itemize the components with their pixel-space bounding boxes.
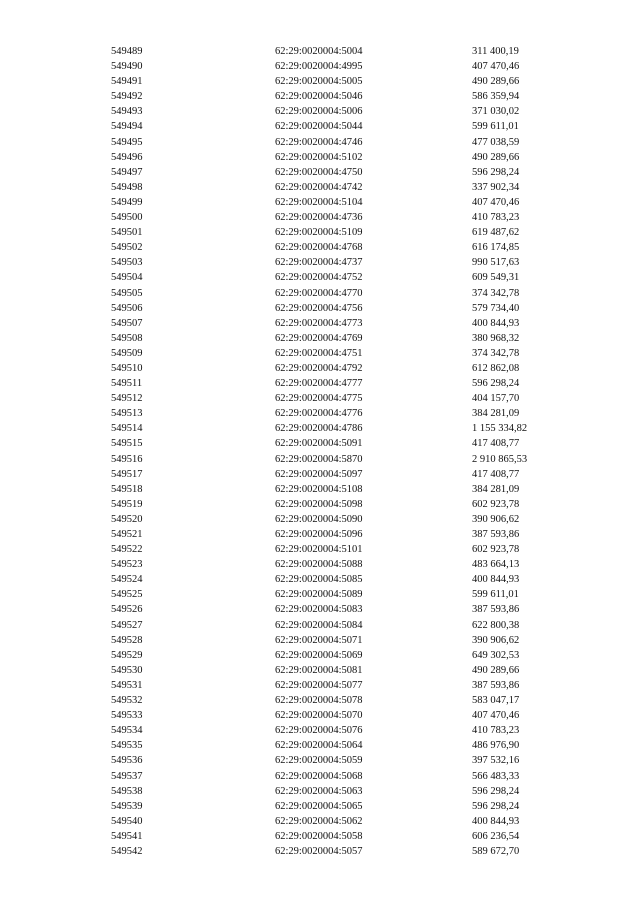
table-row — [0, 527, 640, 542]
table-row — [0, 165, 640, 180]
row-number: 549490 — [111, 61, 143, 73]
row-number: 549499 — [111, 196, 143, 208]
cadastral-value: 407 470,46 — [472, 710, 520, 722]
cadastral-number: 62:29:0020004:5004 — [275, 46, 363, 57]
cadastral-value: 622 800,38 — [472, 619, 520, 631]
row-number: 549518 — [111, 483, 143, 495]
cadastral-value: 380 968,32 — [472, 332, 520, 344]
table-row — [0, 104, 640, 119]
table-row — [0, 723, 640, 738]
cadastral-value: 407 470,46 — [472, 61, 520, 73]
cadastral-value: 477 038,59 — [472, 136, 520, 148]
cadastral-number: 62:29:0020004:5870 — [275, 453, 363, 465]
cadastral-value: 596 298,24 — [472, 785, 520, 797]
cadastral-number: 62:29:0020004:5069 — [275, 649, 363, 661]
table-row — [0, 119, 640, 134]
cadastral-value: 619 487,62 — [472, 227, 520, 239]
cadastral-number: 62:29:0020004:5104 — [275, 196, 363, 208]
row-number: 549496 — [111, 151, 143, 163]
table-row — [0, 391, 640, 406]
row-number: 549515 — [111, 438, 143, 450]
cadastral-number: 62:29:0020004:4751 — [275, 347, 363, 359]
row-number: 549516 — [111, 453, 143, 465]
cadastral-number: 62:29:0020004:4777 — [275, 378, 363, 390]
table-row — [0, 316, 640, 331]
row-number: 549517 — [111, 468, 143, 480]
cadastral-number: 62:29:0020004:5063 — [275, 785, 363, 797]
cadastral-value: 311 400,19 — [472, 46, 519, 57]
table-row — [0, 74, 640, 89]
cadastral-value: 400 844,93 — [472, 317, 520, 329]
row-number: 549508 — [111, 332, 143, 344]
cadastral-number: 62:29:0020004:4773 — [275, 317, 363, 329]
cadastral-number: 62:29:0020004:5096 — [275, 529, 363, 540]
row-number: 549528 — [111, 634, 143, 646]
table-row — [0, 255, 640, 270]
cadastral-value: 2 910 865,53 — [472, 453, 528, 465]
cadastral-number: 62:29:0020004:4769 — [275, 332, 363, 344]
cadastral-number: 62:29:0020004:4736 — [275, 212, 363, 224]
cadastral-number: 62:29:0020004:4746 — [275, 136, 363, 148]
cadastral-number: 62:29:0020004:5083 — [275, 604, 363, 616]
table-row — [0, 44, 640, 59]
row-number: 549500 — [111, 212, 143, 224]
cadastral-value: 596 298,24 — [472, 166, 520, 178]
cadastral-value: 483 664,13 — [472, 559, 520, 571]
row-number: 549494 — [111, 121, 143, 133]
table-row — [0, 829, 640, 844]
table-row — [0, 753, 640, 768]
cadastral-value: 990 517,63 — [472, 257, 520, 269]
table-row — [0, 195, 640, 210]
row-number: 549504 — [111, 272, 143, 284]
table-row — [0, 799, 640, 814]
cadastral-number: 62:29:0020004:5084 — [275, 619, 363, 631]
row-number: 549511 — [111, 378, 143, 390]
cadastral-value: 602 923,78 — [472, 498, 520, 510]
row-number: 549533 — [111, 710, 143, 722]
cadastral-number: 62:29:0020004:4775 — [275, 393, 363, 405]
cadastral-value: 579 734,40 — [472, 302, 520, 314]
row-number: 549509 — [111, 347, 143, 359]
table-row — [0, 814, 640, 829]
cadastral-number: 62:29:0020004:5102 — [275, 151, 363, 163]
cadastral-value: 387 593,86 — [472, 529, 520, 540]
cadastral-number: 62:29:0020004:4768 — [275, 242, 363, 254]
table-row — [0, 648, 640, 663]
table-row — [0, 406, 640, 421]
table-row — [0, 587, 640, 602]
cadastral-number: 62:29:0020004:5071 — [275, 634, 363, 646]
cadastral-value: 649 302,53 — [472, 649, 520, 661]
row-number: 549507 — [111, 317, 143, 329]
cadastral-number: 62:29:0020004:4770 — [275, 287, 363, 299]
table-row — [0, 270, 640, 285]
row-number: 549512 — [111, 393, 143, 405]
cadastral-value-table — [0, 44, 640, 859]
cadastral-value: 390 906,62 — [472, 634, 520, 646]
row-number: 549514 — [111, 423, 143, 435]
cadastral-value: 599 611,01 — [472, 589, 519, 601]
cadastral-value: 606 236,54 — [472, 830, 520, 842]
cadastral-number: 62:29:0020004:5078 — [275, 695, 363, 707]
row-number: 549529 — [111, 649, 143, 661]
row-number: 549495 — [111, 136, 143, 148]
cadastral-value: 490 289,66 — [472, 664, 520, 676]
row-number: 549491 — [111, 76, 143, 88]
cadastral-number: 62:29:0020004:5097 — [275, 468, 363, 480]
cadastral-number: 62:29:0020004:5109 — [275, 227, 363, 239]
row-number: 549519 — [111, 498, 143, 510]
table-row — [0, 421, 640, 436]
row-number: 549524 — [111, 574, 143, 586]
cadastral-value: 583 047,17 — [472, 695, 520, 707]
row-number: 549527 — [111, 619, 143, 631]
cadastral-value: 374 342,78 — [472, 347, 520, 359]
cadastral-value: 337 902,34 — [472, 181, 520, 193]
row-number: 549522 — [111, 544, 143, 556]
cadastral-number: 62:29:0020004:5065 — [275, 800, 363, 812]
row-number: 549506 — [111, 302, 143, 314]
cadastral-number: 62:29:0020004:5098 — [275, 498, 363, 510]
cadastral-number: 62:29:0020004:5058 — [275, 830, 363, 842]
cadastral-value: 599 611,01 — [472, 121, 519, 133]
row-number: 549493 — [111, 106, 143, 118]
cadastral-number: 62:29:0020004:5064 — [275, 740, 363, 752]
cadastral-value: 586 359,94 — [472, 91, 520, 103]
cadastral-value: 374 342,78 — [472, 287, 520, 299]
cadastral-number: 62:29:0020004:4742 — [275, 181, 363, 193]
cadastral-value: 387 593,86 — [472, 604, 520, 616]
table-row — [0, 89, 640, 104]
cadastral-number: 62:29:0020004:5081 — [275, 664, 363, 676]
cadastral-number: 62:29:0020004:5068 — [275, 770, 363, 782]
table-row — [0, 557, 640, 572]
row-number: 549532 — [111, 695, 143, 707]
table-row — [0, 572, 640, 587]
cadastral-value: 596 298,24 — [472, 378, 520, 390]
cadastral-value: 596 298,24 — [472, 800, 520, 812]
row-number: 549542 — [111, 845, 143, 857]
cadastral-value: 371 030,02 — [472, 106, 520, 118]
row-number: 549498 — [111, 181, 143, 193]
table-row — [0, 482, 640, 497]
cadastral-value: 589 672,70 — [472, 845, 520, 857]
cadastral-number: 62:29:0020004:4750 — [275, 166, 363, 178]
table-row — [0, 150, 640, 165]
table-row — [0, 497, 640, 512]
row-number: 549489 — [111, 46, 143, 57]
cadastral-value: 384 281,09 — [472, 408, 520, 420]
table-row — [0, 346, 640, 361]
cadastral-value: 410 783,23 — [472, 725, 520, 737]
cadastral-value: 602 923,78 — [472, 544, 520, 556]
cadastral-number: 62:29:0020004:5062 — [275, 815, 363, 827]
cadastral-number: 62:29:0020004:5070 — [275, 710, 363, 722]
cadastral-number: 62:29:0020004:5046 — [275, 91, 363, 103]
row-number: 549526 — [111, 604, 143, 616]
cadastral-value: 400 844,93 — [472, 815, 520, 827]
cadastral-value: 397 532,16 — [472, 755, 520, 767]
cadastral-number: 62:29:0020004:5044 — [275, 121, 363, 133]
cadastral-number: 62:29:0020004:5059 — [275, 755, 363, 767]
row-number: 549531 — [111, 679, 143, 691]
row-number: 549540 — [111, 815, 143, 827]
table-row — [0, 361, 640, 376]
cadastral-value: 609 549,31 — [472, 272, 520, 284]
cadastral-value: 390 906,62 — [472, 513, 520, 525]
table-row — [0, 436, 640, 451]
table-row — [0, 59, 640, 74]
cadastral-number: 62:29:0020004:4995 — [275, 61, 363, 73]
cadastral-number: 62:29:0020004:5076 — [275, 725, 363, 737]
row-number: 549502 — [111, 242, 143, 254]
table-row — [0, 542, 640, 557]
cadastral-value: 400 844,93 — [472, 574, 520, 586]
cadastral-number: 62:29:0020004:4756 — [275, 302, 363, 314]
cadastral-number: 62:29:0020004:5089 — [275, 589, 363, 601]
cadastral-number: 62:29:0020004:4752 — [275, 272, 363, 284]
cadastral-value: 407 470,46 — [472, 196, 520, 208]
cadastral-number: 62:29:0020004:5091 — [275, 438, 363, 450]
cadastral-value: 417 408,77 — [472, 438, 520, 450]
row-number: 549505 — [111, 287, 143, 299]
cadastral-value: 490 289,66 — [472, 151, 520, 163]
cadastral-number: 62:29:0020004:5090 — [275, 513, 363, 525]
cadastral-value: 490 289,66 — [472, 76, 520, 88]
row-number: 549520 — [111, 513, 143, 525]
cadastral-number: 62:29:0020004:5077 — [275, 679, 363, 691]
table-row — [0, 225, 640, 240]
table-row — [0, 240, 640, 255]
cadastral-value: 616 174,85 — [472, 242, 520, 254]
cadastral-value: 387 593,86 — [472, 679, 520, 691]
row-number: 549510 — [111, 362, 143, 374]
cadastral-value: 404 157,70 — [472, 393, 520, 405]
cadastral-number: 62:29:0020004:4737 — [275, 257, 363, 269]
table-row — [0, 784, 640, 799]
table-row — [0, 301, 640, 316]
cadastral-number: 62:29:0020004:4786 — [275, 423, 363, 435]
row-number: 549541 — [111, 830, 143, 842]
table-row — [0, 693, 640, 708]
cadastral-value: 384 281,09 — [472, 483, 520, 495]
row-number: 549501 — [111, 227, 143, 239]
table-row — [0, 135, 640, 150]
cadastral-value: 612 862,08 — [472, 362, 520, 374]
row-number: 549525 — [111, 589, 143, 601]
row-number: 549523 — [111, 559, 143, 571]
table-row — [0, 331, 640, 346]
row-number: 549497 — [111, 166, 143, 178]
row-number: 549537 — [111, 770, 143, 782]
table-row — [0, 286, 640, 301]
table-row — [0, 452, 640, 467]
cadastral-number: 62:29:0020004:5005 — [275, 76, 363, 88]
table-row — [0, 618, 640, 633]
table-row — [0, 844, 640, 859]
cadastral-value: 1 155 334,82 — [472, 423, 528, 435]
cadastral-number: 62:29:0020004:4792 — [275, 362, 363, 374]
row-number: 549539 — [111, 800, 143, 812]
row-number: 549530 — [111, 664, 143, 676]
table-row — [0, 708, 640, 723]
table-row — [0, 738, 640, 753]
cadastral-number: 62:29:0020004:5101 — [275, 544, 363, 556]
table-row — [0, 210, 640, 225]
table-row — [0, 663, 640, 678]
table-row — [0, 376, 640, 391]
cadastral-number: 62:29:0020004:4776 — [275, 408, 363, 420]
cadastral-value: 486 976,90 — [472, 740, 520, 752]
table-row — [0, 180, 640, 195]
cadastral-number: 62:29:0020004:5108 — [275, 483, 363, 495]
cadastral-number: 62:29:0020004:5057 — [275, 845, 363, 857]
row-number: 549535 — [111, 740, 143, 752]
cadastral-value: 417 408,77 — [472, 468, 520, 480]
cadastral-number: 62:29:0020004:5006 — [275, 106, 363, 118]
table-row — [0, 678, 640, 693]
table-row — [0, 633, 640, 648]
row-number: 549536 — [111, 755, 143, 767]
cadastral-number: 62:29:0020004:5085 — [275, 574, 363, 586]
cadastral-value: 410 783,23 — [472, 212, 520, 224]
row-number: 549534 — [111, 725, 143, 737]
row-number: 549513 — [111, 408, 143, 420]
row-number: 549492 — [111, 91, 143, 103]
row-number: 549503 — [111, 257, 143, 269]
cadastral-value: 566 483,33 — [472, 770, 520, 782]
table-row — [0, 769, 640, 784]
row-number: 549538 — [111, 785, 143, 797]
table-row — [0, 467, 640, 482]
cadastral-number: 62:29:0020004:5088 — [275, 559, 363, 571]
table-row — [0, 602, 640, 617]
row-number: 549521 — [111, 529, 143, 540]
table-row — [0, 512, 640, 527]
